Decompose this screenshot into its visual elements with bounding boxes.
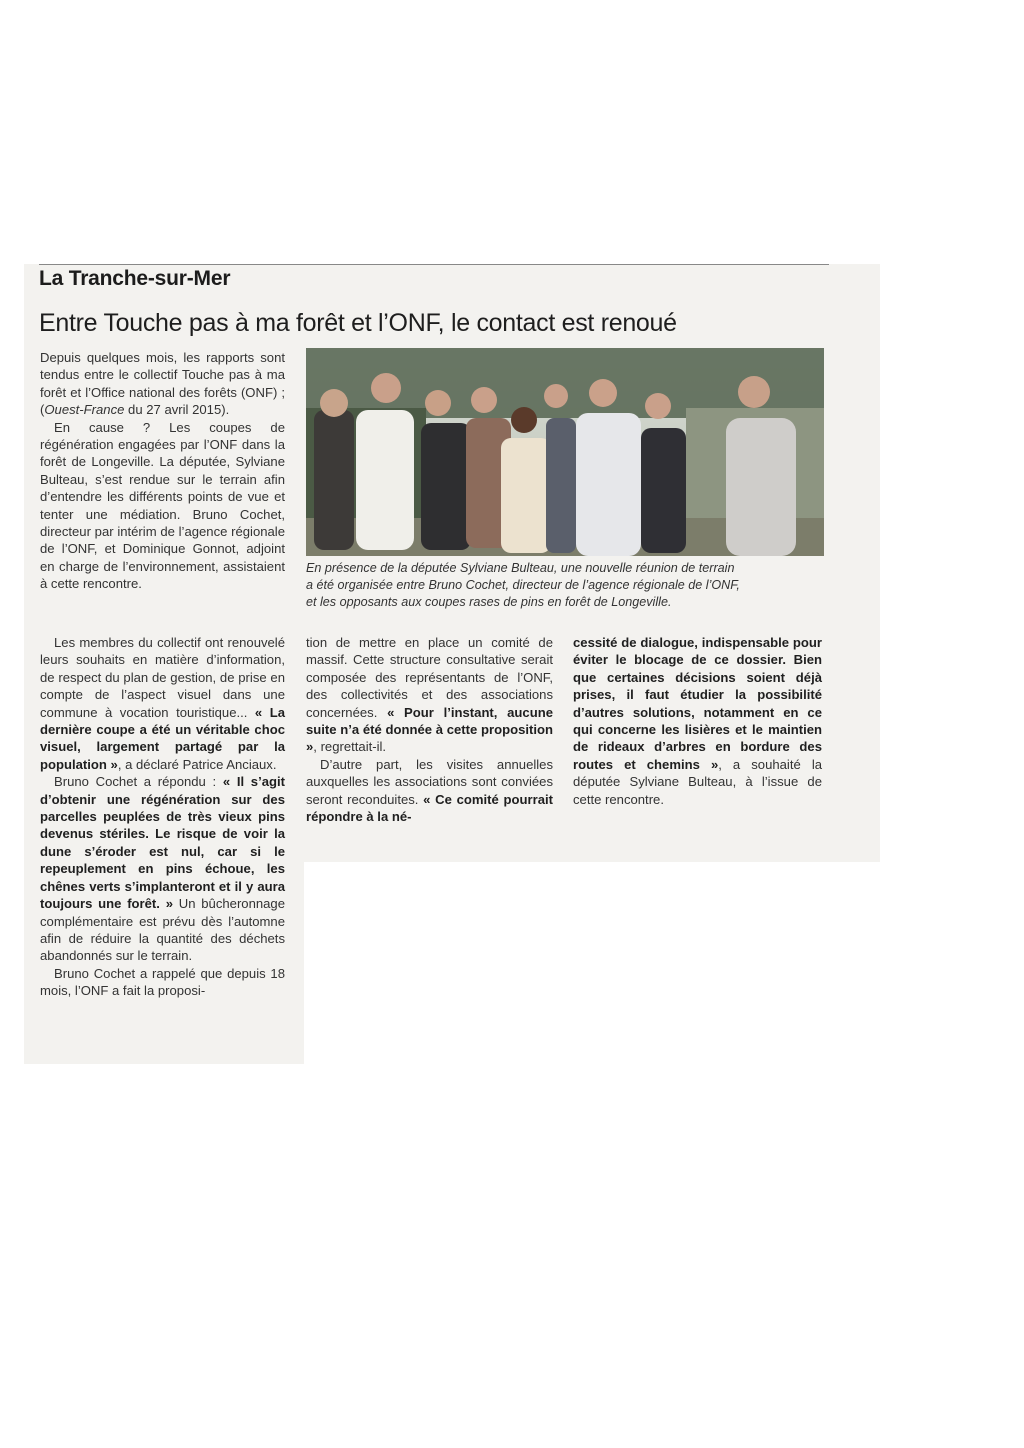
paragraph-proposition: Bruno Cochet a rappelé que depuis 18 mois, l’ONF a fait la proposi- [40,965,285,999]
article-column-2 [306,634,553,825]
paragraph-collectif: Les membres du collectif ont renouvelé leurs souhaits en matière d’information, de respect du plan de gestion, de prise en compte de l’aspect visuel dans une commune à vocation touristique... « La dernière coupe a été un véritable choc visuel, largement partagé par la population », a déclaré Patrice Anciaux. [40,635,285,772]
photo-caption: En présence de la députée Sylviane Bulteau, une nouvelle réunion de terrain a été organisée entre Bruno Cochet, directeur de l’agence régionale de l’ONF, et les opposants aux coupes rases de pins en forêt de Longeville. [306,561,740,609]
article-column-1 [40,349,285,593]
group-photo-illustration [306,348,824,556]
paragraph-comite: tion de mettre en place un comité de massif. Cette structure consultative serait composée des représentants de l’ONF, des collectivités et des associations concernées. « Pour l’instant, aucune suite n’a été donnée à cette proposition », regrettait-il. [306,635,553,755]
paragraph-visites: D’autre part, les visites annuelles auxquelles les associations sont conviées seront reconduites. « Ce comité pourrait répondre à la né- [306,756,553,825]
article-column-1-continued [40,634,285,1000]
paragraph-cochet-response: Bruno Cochet a répondu : « Il s’agit d’obtenir une régénération sur des parcelles peuplées de très vieux pins devenus stériles. Le risque de voir la dune s’éroder est nul, car si le repeuplement en pins échoue, les chênes verts s’implanteront et il y aura toujours une forêt. » Un bûcheronnage complémentaire est prévu dès l’automne afin de réduire la quantité des déchets abandonnés sur le terrain. [40,774,285,964]
article-photo [306,348,824,556]
article-column-3 [573,634,822,808]
article-headline: Entre Touche pas à ma forêt et l’ONF, le contact est renoué [39,309,677,337]
paragraph-intro: Depuis quelques mois, les rapports sont tendus entre le collectif Touche pas à ma forêt et l’Office national des forêts (ONF) ; (Ouest-France du 27 avril 2015). [40,350,285,418]
top-rule [39,264,829,265]
paragraph-en-cause: En cause ? Les coupes de régénération engagées par l’ONF dans la forêt de Longeville. La députée, Sylviane Bulteau, s’est rendue sur le terrain afin d’entendre les différents points de vue et tenter une médiation. Bruno Cochet, directeur par intérim de l’agence régionale de l’ONF, et Dominique Gonnot, adjoint en charge de l’environnement, assistaient à cette rencontre. [40,419,285,592]
blank-area [304,862,904,1082]
section-heading: La Tranche-sur-Mer [39,267,231,290]
paragraph-dialogue: cessité de dialogue, indispensable pour éviter le blocage de ce dossier. Bien que certaines décisions soient déjà prises, il faut étudier la possibilité d’autres solutions, notamment en ce qui concerne les lisières et le maintien de rideaux d’arbres en bordure des routes et chemins », a souhaité la députée Sylviane Bulteau, à l’issue de cette rencontre. [573,635,823,807]
newspaper-clipping [24,264,880,1064]
